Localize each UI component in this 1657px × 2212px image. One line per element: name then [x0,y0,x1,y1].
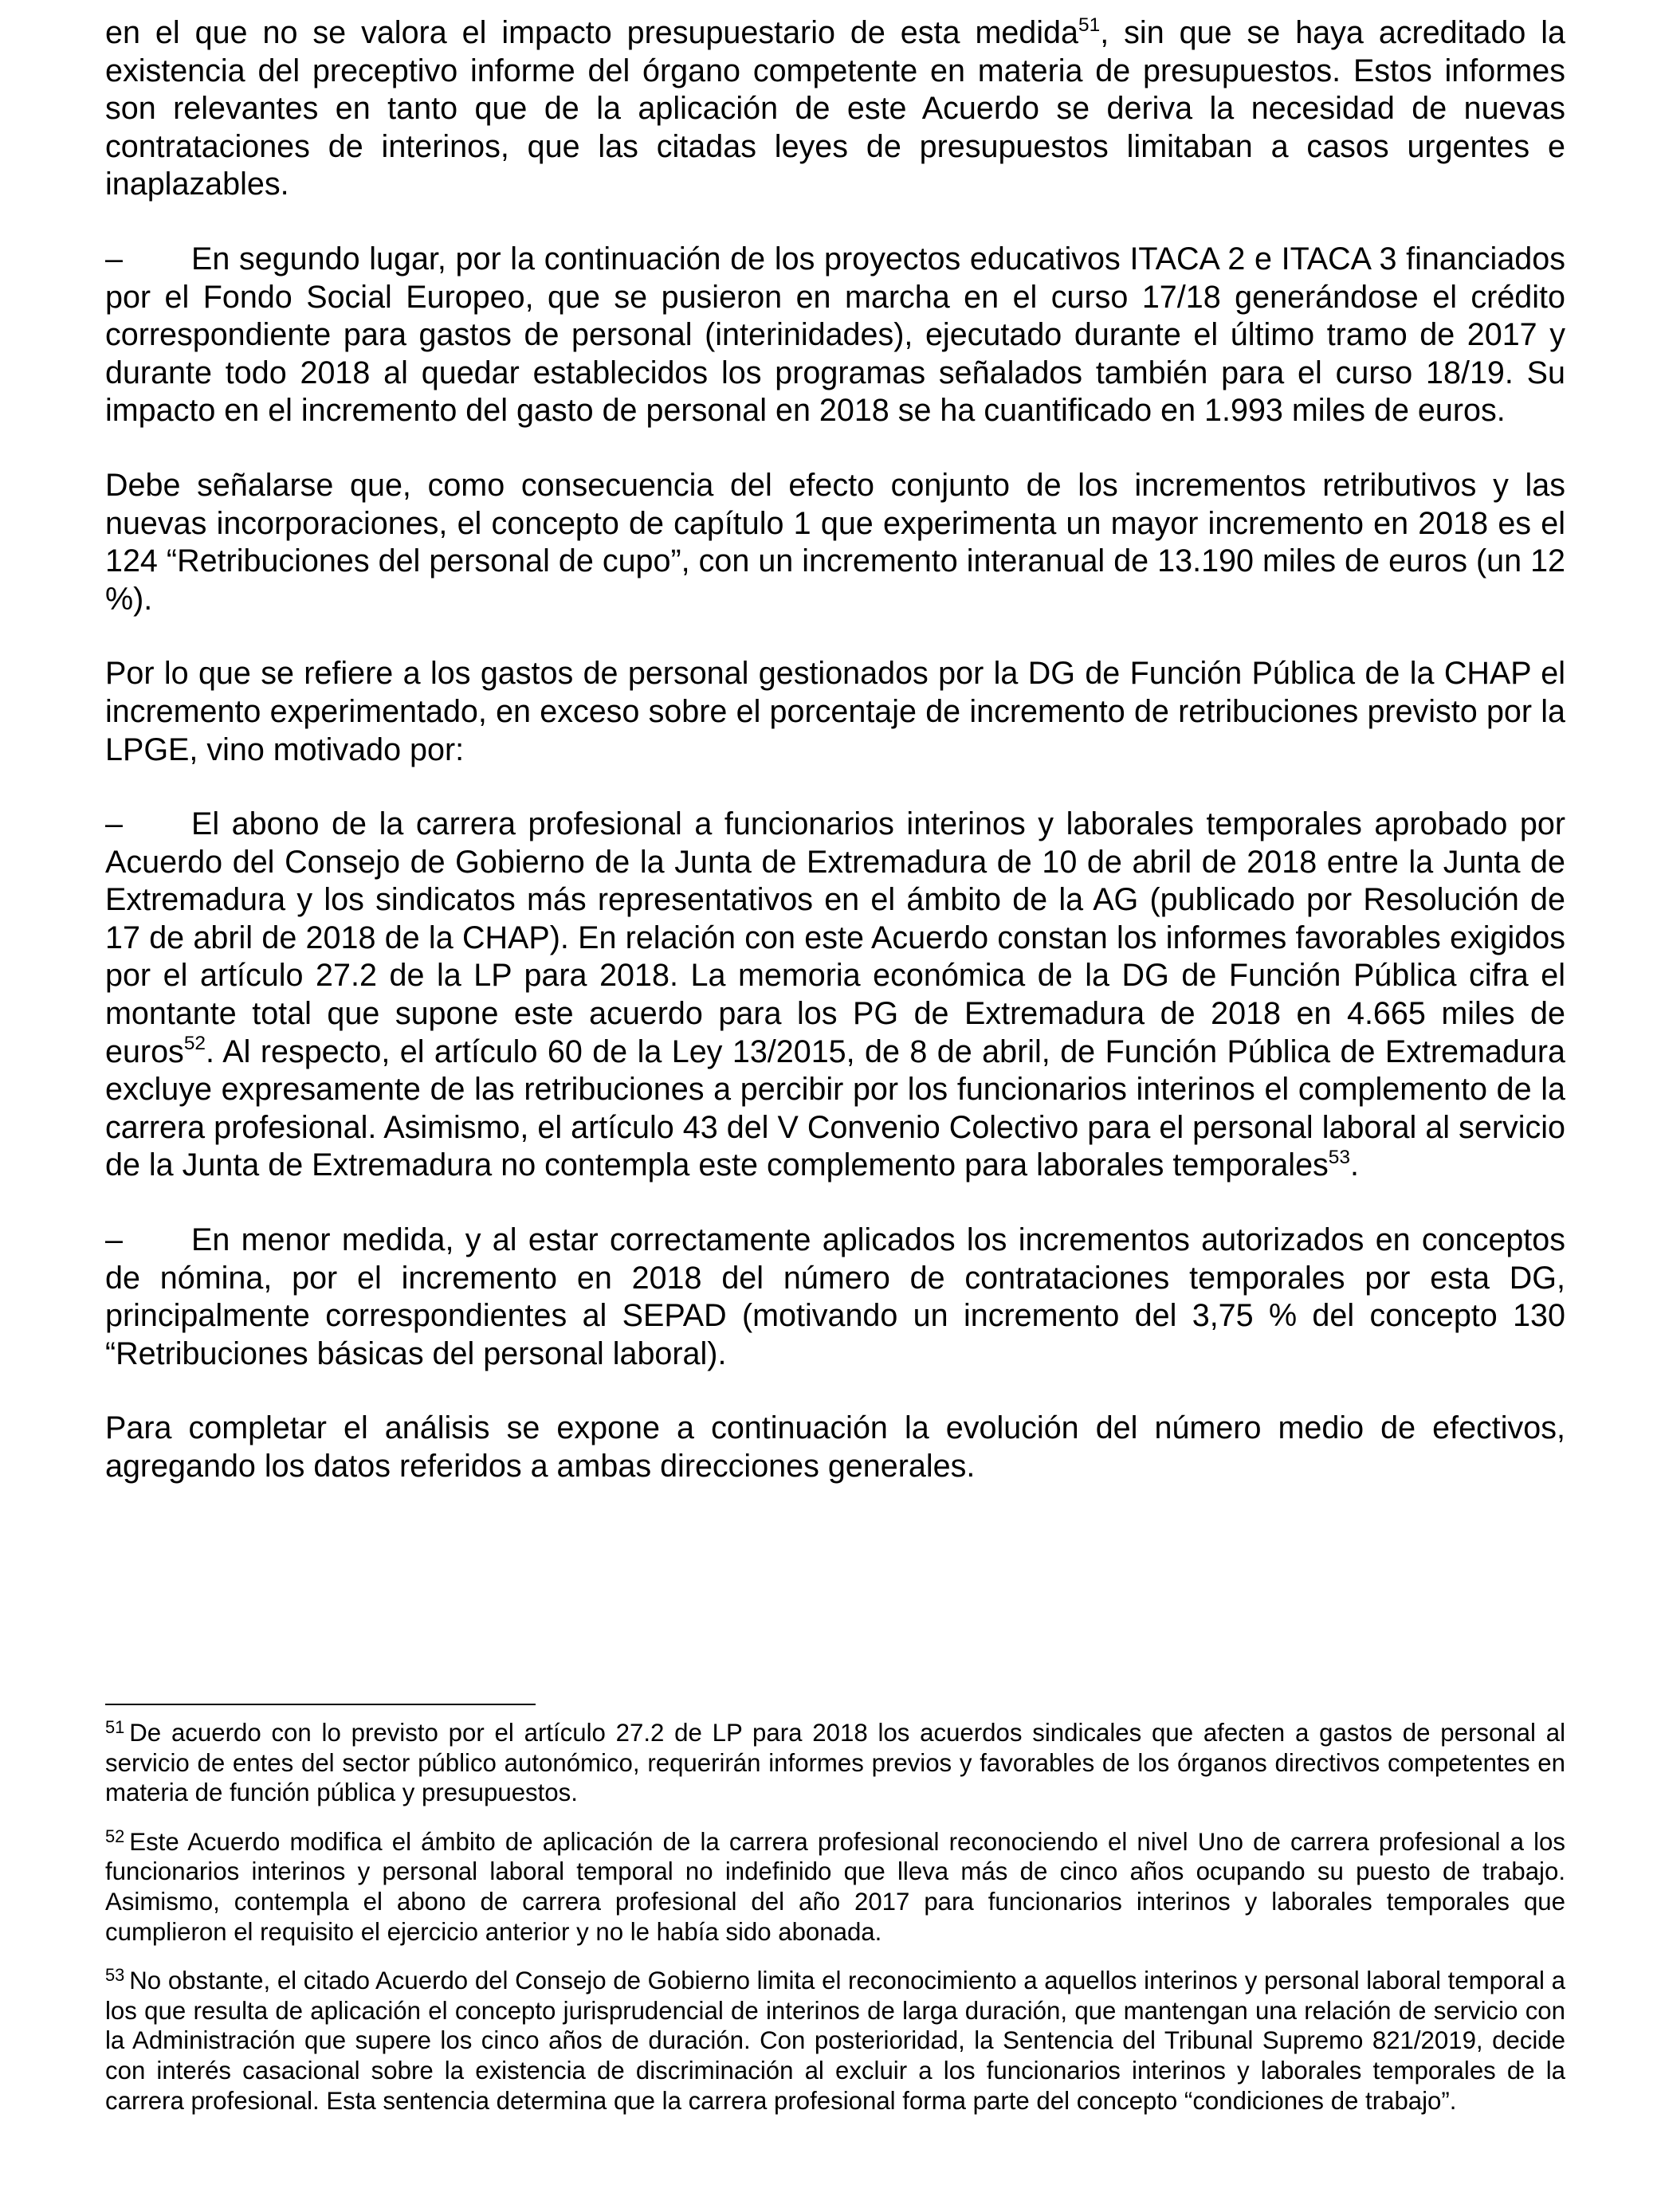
footnote-number: 51 [105,1717,125,1738]
footnotes-section [105,1718,1565,2135]
bullet-carrera-profesional [105,806,1565,1185]
paragraph-text: En segundo lugar, por la continuación de los proyectos educativos ITACA 2 e ITACA 3 financiados por el Fondo Social Europeo, que se pusieron en marcha en el curso 17/18 generándose el crédito correspondiente para gastos de personal (interinidades), ejecutado durante el último tramo de 2017 y durante todo 2018 al quedar establecidos los programas señalados también para el curso 18/19. Su impacto en el incremento del gasto de personal en 2018 se ha cuantificado en 1.993 miles de euros. [105,241,1565,429]
footnote-ref-52[interactable]: 52 [183,1033,206,1055]
footnote-text: No obstante, el citado Acuerdo del Consejo de Gobierno limita el reconocimiento a aquellos interinos y personal laboral temporal a los que resulta de aplicación el concepto jurisprudencial de interinos de larga duración, que mantengan una relación de servicio con la Administración que supere los cinco años de duración. Con posterioridad, la Sentencia del Tribunal Supremo 821/2019, decide con interés casacional sobre la existencia de discriminación al excluir a los funcionarios interinos y laborales temporales de la carrera profesional. Esta sentencia determina que la carrera profesional forma parte del concepto “condiciones de trabajo”. [105,1967,1565,2115]
bullet-dash: – [105,806,123,842]
footnote-number: 52 [105,1826,125,1846]
bullet-dash: – [105,241,123,276]
footnote-53 [105,1966,1565,2116]
footnote-number: 53 [105,1965,125,1986]
paragraph-text: , sin que se haya acreditado la existencia del preceptivo informe del órgano competente en materia de presupuestos. Estos informes son relevantes en tanto que de la aplicación de este Acuerdo se deriva la necesidad de nuevas contrataciones de interinos, que las citadas leyes de presupuestos limitaban a casos urgentes e inaplazables. [105,15,1566,202]
paragraph-text: Para completar el análisis se expone a continuación la evolución del número medio de efectivos, agregando los datos referidos a ambas direcciones generales. [105,1410,1565,1484]
paragraph-text: Debe señalarse que, como consecuencia del efecto conjunto de los incrementos retributivos y las nuevas incorporaciones, el concepto de capítulo 1 que experimenta un mayor incremento en 2018 es el 124 “Retribuciones del personal de cupo”, con un incremento interanual de 13.190 miles de euros (un 12 %). [105,467,1565,617]
footnote-ref-53[interactable]: 53 [1328,1147,1351,1169]
paragraph-dg-funcion-publica [105,655,1565,769]
paragraph-text: El abono de la carrera profesional a funcionarios interinos y laborales temporales aprobado por Acuerdo del Consejo de Gobierno de la Junta de Extremadura de 10 de abril de 2018 entre la Junta de Extremadura y los sindicatos más representativos en el ámbito de la AG (publicado por Resolución de 17 de abril de 2018 de la CHAP). En relación con este Acuerdo constan los informes favorables exigidos por el artículo 27.2 de la LP para 2018. La memoria económica de la DG de Función Pública cifra el montante total que supone este acuerdo para los PG de Extremadura de 2018 en 4.665 miles de euros [105,806,1565,1069]
document-body [105,14,1565,1523]
bullet-itaca-projects [105,241,1565,430]
footnote-divider [105,1704,536,1705]
paragraph-conclusion [105,1410,1565,1485]
footnote-text: Este Acuerdo modifica el ámbito de aplicación de la carrera profesional reconociendo el nivel Uno de carrera profesional a los funcionarios interinos y personal laboral temporal no indefinido que lleva más de cinco años ocupando su puesto de trabajo. Asimismo, contempla el abono de carrera profesional del año 2017 para funcionarios interinos y laborales temporales que cumplieron el requisito el ejercicio anterior y no le había sido abonada. [105,1827,1565,1946]
paragraph-budget-impact [105,14,1565,204]
footnote-text: De acuerdo con lo previsto por el artículo 27.2 de LP para 2018 los acuerdos sindicales que afecten a gastos de personal al servicio de entes del sector público autonómico, requerirán informes previos y favorables de los órganos directivos competentes en materia de función pública y presupuestos. [105,1719,1565,1807]
paragraph-text: en el que no se valora el impacto presupuestario de esta medida [105,15,1078,50]
paragraph-text: En menor medida, y al estar correctamente aplicados los incrementos autorizados en conceptos de nómina, por el incremento en 2018 del número de contrataciones temporales por esta DG, principalmente correspondientes al SEPAD (motivando un incremento del 3,75 % del concepto 130 “Retribuciones básicas del personal laboral). [105,1222,1565,1371]
bullet-contrataciones-temporales [105,1222,1565,1373]
footnote-51 [105,1718,1565,1808]
paragraph-text: . Al respecto, el artículo 60 de la Ley 13/2015, de 8 de abril, de Función Pública de Extremadura excluye expresamente de las retribuciones a percibir por los funcionarios interinos el complemento de la carrera profesional. Asimismo, el artículo 43 del V Convenio Colectivo para el personal laboral al servicio de la Junta de Extremadura no contempla este complemento para laborales temporales [105,1033,1565,1183]
bullet-dash: – [105,1222,123,1258]
paragraph-text: Por lo que se refiere a los gastos de personal gestionados por la DG de Función Pública de la CHAP el incremento experimentado, en exceso sobre el porcentaje de incremento de retribuciones previsto por la LPGE, vino motivado por: [105,656,1565,767]
paragraph-concept-124 [105,467,1565,618]
footnote-52 [105,1827,1565,1947]
paragraph-text: . [1350,1147,1360,1183]
footnote-ref-51[interactable]: 51 [1078,14,1101,36]
